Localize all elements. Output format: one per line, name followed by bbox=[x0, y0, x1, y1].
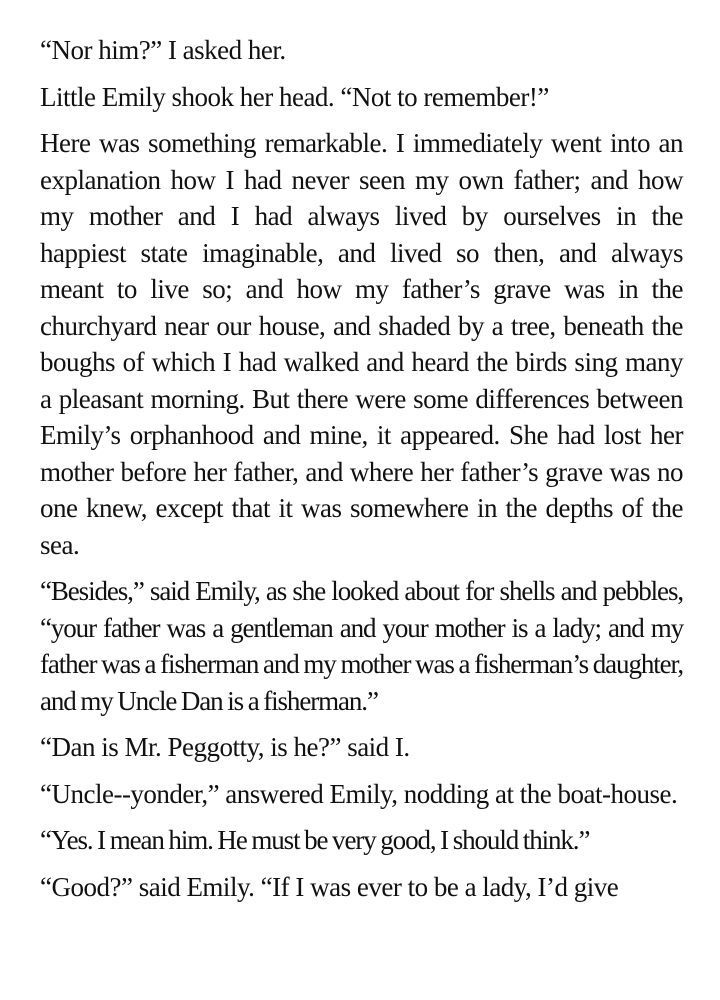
paragraph-6: “Uncle--yonder,” answered Emily, nodding at the boat-house. bbox=[40, 778, 678, 809]
paragraph-1: “Nor him?” I asked her. bbox=[40, 35, 286, 65]
paragraph-8: “Good?” said Emily. “If I was ever to be a lady, I’d give bbox=[40, 871, 619, 902]
paragraph-5: “Dan is Mr. Peggotty, is he?” said I. bbox=[40, 732, 410, 762]
paragraph-7: “Yes. I mean him. He must be very good, I should think.” bbox=[40, 825, 590, 855]
page-text bbox=[40, 32, 683, 915]
paragraph-2: Little Emily shook her head. “Not to remember!” bbox=[40, 81, 549, 112]
paragraph-3: Here was something remarkable. I immediately went into an explanation how I had never seen my own father; and how my mother and I had always lived by ourselves in the happiest state imaginable, and lived so then, and always meant to live so; and how my father’s grave was in the churchyard near our house, and shaded by a tree, beneath the boughs of which I had walked and heard the birds sing many a pleasant morning. But there were some differences between Emily’s orphanhood and mine, it appeared. She had lost her mother before her father, and where her father’s grave was no one knew, except that it was somewhere in the depths of the sea. bbox=[40, 128, 683, 560]
paragraph-4: “Besides,” said Emily, as she looked about for shells and pebbles, “your father was a gentleman and your mother is a lady; and my father was a fisherman and my mother was a fisherman’s daughter, and my Uncle Dan is a fisherman.” bbox=[40, 576, 683, 716]
